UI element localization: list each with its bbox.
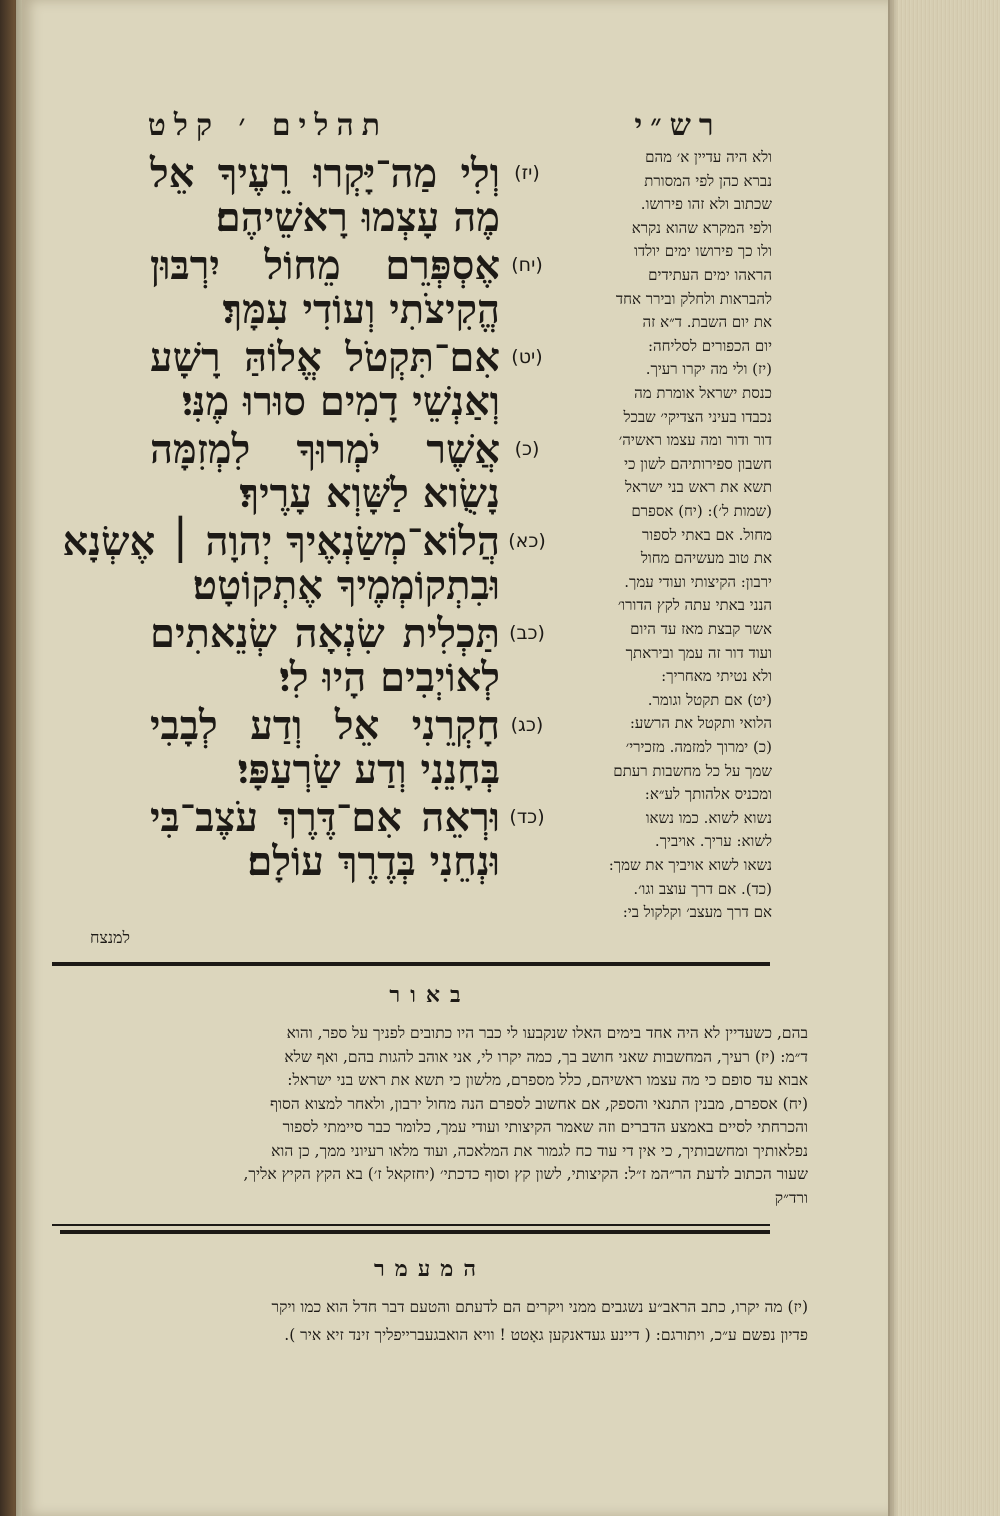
rashi-line: ומכניס אלהותך לע״א: (644, 785, 772, 804)
biur-line: (יח) אספרם, מבנין התנאי והספק, אם אחשוב לספרם הנה מחול ירבון, ולאחר למצוא הסוף (270, 1094, 808, 1113)
rashi-line: שמך על כל מחשבות רעתם (613, 761, 772, 780)
verse-continuation: וְאַנְשֵׁי דָמִים סוּרוּ מֶנִּי׃ (182, 378, 500, 425)
separator-rule-thin (52, 1224, 770, 1226)
biur-line: בהם, כשעדיין לא היה אחד בימים האלו שנקבעו לי כבר היו כתובים לפניך על ספר, והוא (286, 1024, 808, 1042)
verse-continuation: לְאוֹיְבִים הָיוּ לִי׃ (279, 654, 500, 701)
rashi-line: את טוב מעשיהם מחול (640, 549, 772, 568)
verse-number: (יח) (511, 254, 543, 276)
rashi-header: רש״י (634, 108, 722, 143)
rashi-line: (יט) אם תקטל וגומר. (647, 690, 772, 709)
verse-number: (יט) (511, 346, 543, 368)
maamar-line: פדיון נפשם ע״כ, ויתורגם: ( דיינע געדאנקען גאָטט ! וויא הואבגעברייפליך זינד זיא איר ). (284, 1326, 808, 1344)
rashi-line: את יום השבת. ד״א זה (642, 313, 772, 332)
verse-number: (יז) (514, 162, 540, 184)
rashi-line: תשא את ראש בני ישראל (625, 478, 772, 497)
rashi-line: ולא נטיתי מאחריך: (661, 667, 772, 686)
verse-number: (כג) (510, 714, 544, 736)
verse-line: אִם־תִּקְטֹל אֱלוֹהַּ רָשָׁע (150, 334, 500, 381)
biur-title: באור (389, 982, 471, 1008)
rashi-line: שכתוב ולא זהו פירושו. (640, 195, 772, 214)
rashi-line: דור ודור ומה עצמו ראשיה׳ (618, 431, 772, 450)
psalms-header: תהלים ׳ קלט (147, 108, 388, 143)
rashi-line: ירבון: הקיצותי ועודי עמך. (624, 572, 772, 591)
verse-number: (כא) (508, 530, 546, 552)
biur-line: שעור הכתוב לדעת הר״המ ז״ל: הקיצותי, לשון קץ וסוף כדכתי׳ (יחזקאל ז׳) בא הקץ הקיץ אליך, (243, 1165, 808, 1183)
verse-line: חָקְרֵנִי אֵל וְדַע לְבָבִי (150, 702, 500, 749)
verse-number: (כב) (509, 622, 545, 644)
biur-line: נפלאותיך ומחשבותיך, כי אין די עוד כח לגמור את המלאכה, ועוד מלאו רעיוני ממך, כן הוא (271, 1141, 808, 1160)
verse-number: (כ) (514, 438, 540, 460)
rashi-line: ולא היה עדיין א׳ מהם (645, 148, 772, 166)
verse-continuation: וּבִתְקוֹמְמֶיךָ אֶתְקוֹטָט׃ (192, 562, 500, 609)
verse-continuation: בְּחָנֵנִי וְדַע שַׂרְעַפָּי׃ (237, 746, 500, 793)
rashi-line: נברא כהן לפי המסורת (644, 171, 772, 190)
rashi-line: (כד). אם דרך עוצב וגו׳. (633, 879, 772, 898)
rashi-line: אם דרך מעצב׳ וקלקול בי: (622, 903, 772, 922)
rashi-line: (יז) ולי מה יקרו רעיך. (645, 360, 772, 379)
rashi-line: (שמות ל׳): (יח) אספרם (631, 502, 772, 520)
maamar-line: (יז) מה יקרו, כתב הראב״ע נשגבים ממני ויקרים הם לדעתם והטעם דבר חדל הוא כמו ויקר (271, 1298, 808, 1316)
rashi-line: לשוא: עריך. אויביך. (654, 832, 772, 851)
biur-line: אבוא עד סופם כי מה עצמו ראשיהם, כלל מספרם, מלשון כי תשא את ראש בני ישראל: (287, 1071, 808, 1089)
rashi-line: הנני באתי עתה לקץ הדורו׳ (617, 596, 772, 615)
rashi-line: ולו כך פירושו ימים יולדו (634, 242, 772, 261)
verse-continuation: הֱקִיצֹתִי וְעוֹדִי עִמָּךְ׃ (222, 286, 500, 333)
rashi-line: ועוד דור זה עמך וביראתך (625, 643, 772, 662)
page-edge-shadow (888, 0, 898, 1516)
rashi-line: נשוא לשוא. כמו נשאו (645, 808, 772, 827)
verse-line: וְלִי מַה־יָּקְרוּ רֵעֶיךָ אֵל (150, 150, 500, 197)
verse-line: הֲלוֹא־מְשַׂנְאֶיךָ יְהוָה ׀ אֶשְׂנָא (62, 518, 500, 565)
rashi-line: נשאו לשוא אויביך את שמך: (608, 856, 772, 874)
verse-continuation: מֶה עָצְמוּ רָאשֵׁיהֶם׃ (215, 194, 500, 241)
biur-line: ורד״ק (774, 1188, 808, 1207)
rashi-line: אשר קבצת מאז עד היום (630, 620, 772, 638)
catchword: למנצח (90, 928, 131, 947)
rashi-line: יום הכפורים לסליחה: (647, 336, 772, 355)
verse-line: תַּכְלִית שִׂנְאָה שְׂנֵאתִים (150, 610, 500, 657)
rashi-line: ולפי המקרא שהוא נקרא (631, 218, 772, 237)
verse-number: (כד) (509, 806, 545, 828)
separator-rule-bottom (60, 1230, 770, 1234)
biur-line: ד״מ: (יז) רעיך, המחשבות שאני חושב בך, כמה יקרו לי, אני אוהב להגות בהם, ואף שלא (284, 1047, 808, 1066)
rashi-line: (כ) ימרוך למזמה. מזכירי׳ (625, 738, 772, 756)
verse-line: אֲשֶׁר יֹמְרוּךָ לִמְזִמָּה (150, 426, 500, 473)
biur-line: והכרחתי לסיים באמצע הדברים וזה שאמר הקיצותי ועודי עמך, כלומר כבר סיימתי לספור (282, 1118, 808, 1136)
separator-rule-top (52, 962, 770, 966)
rashi-line: חשבון ספירותיהם לשון כי (624, 454, 772, 473)
rashi-line: מחול. אם באתי לספור (642, 525, 772, 544)
page-stack-edge (888, 0, 1000, 1516)
rashi-line: כנסת ישראל אומרת מה (634, 384, 772, 402)
verse-continuation: נָשֻׂוא לַשָּׁוְא עָרֶיךָ׃ (239, 470, 500, 517)
rashi-line: להבראות ולחלק ובירר אחד (615, 289, 772, 308)
verse-line: אֶסְפְּרֵם מֵחוֹל יִרְבּוּן (150, 242, 500, 289)
rashi-line: נכבדו בעיני הצדיקי׳ שבכל (623, 407, 772, 426)
verse-continuation: וּנְחֵנִי בְּדֶרֶךְ עוֹלָם׃ (247, 838, 500, 885)
maamar-title: המעמר (374, 1256, 486, 1282)
verse-line: וּרְאֵה אִם־דֶּרֶךְ עֹצֶב־בִּי (150, 794, 500, 841)
rashi-line: הלואי ותקטל את הרשע: (629, 714, 772, 733)
rashi-line: הראהו ימים העתידים (648, 266, 772, 284)
